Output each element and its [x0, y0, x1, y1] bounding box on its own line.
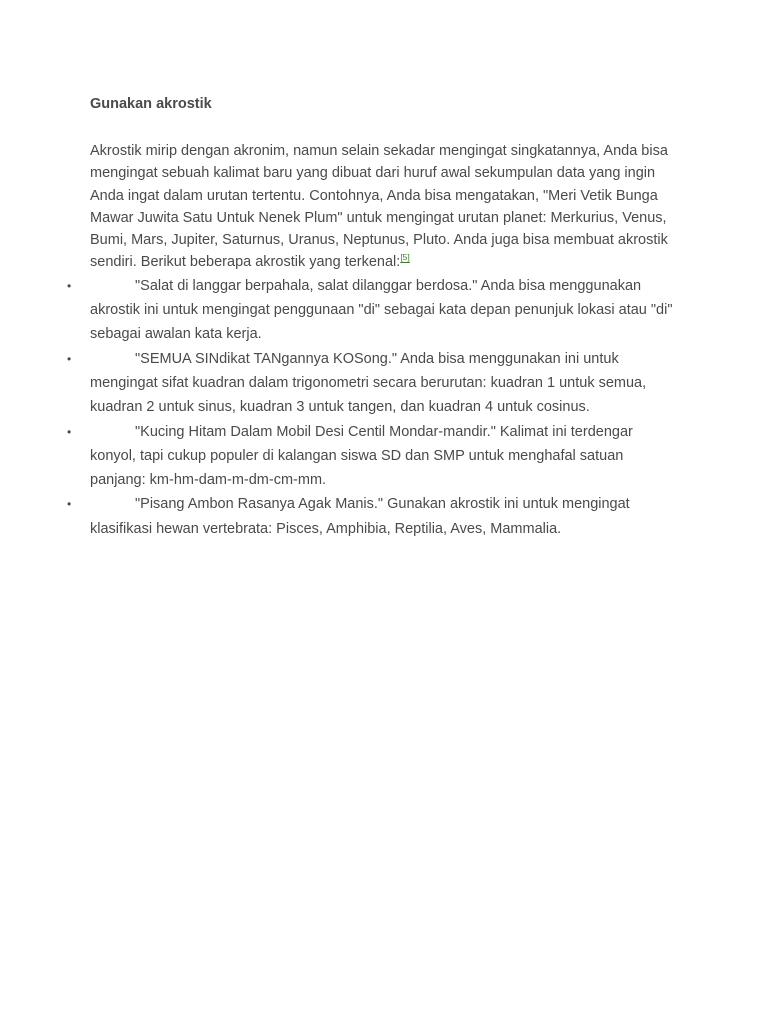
list-item — [67, 492, 680, 541]
bullet-icon: • — [67, 351, 72, 366]
intro-paragraph — [90, 140, 680, 274]
list-item-text: "SEMUA SINdikat TANgannya KOSong." Anda bisa menggunakan ini untuk mengingat sifat kuadran dalam trigonometri secara berurutan: kuadran 1 untuk semua, kuadran 2 untuk sinus, kuadran 3 untuk tangen, dan kuadran 4 untuk cosinus. — [90, 350, 647, 416]
reference-link[interactable]: [5] — [400, 252, 410, 263]
list-item — [67, 420, 680, 493]
list-item — [67, 347, 680, 420]
acrostic-list — [67, 274, 680, 541]
bullet-icon: • — [67, 278, 72, 293]
list-item — [67, 274, 680, 347]
intro-text: Akrostik mirip dengan akronim, namun selain sekadar mengingat singkatannya, Anda bisa mengingat sebuah kalimat baru yang dibuat dari huruf awal sekumpulan data yang ingin Anda ingat dalam urutan tertentu. Contohnya, Anda bisa mengatakan, "Meri Vetik Bunga Mawar Juwita Satu Untuk Nenek Plum" untuk mengingat urutan planet: Merkurius, Venus, Bumi, Mars, Jupiter, Saturnus, Uranus, Neptunus, Pluto. Anda juga bisa membuat akrostik sendiri. Berikut beberapa akrostik yang terkenal: — [90, 143, 668, 271]
list-item-text: "Pisang Ambon Rasanya Agak Manis." Gunakan akrostik ini untuk mengingat klasifikasi hewan vertebrata: Pisces, Amphibia, Reptilia, Aves, Mammalia. — [90, 496, 630, 537]
bullet-icon: • — [67, 424, 72, 439]
bullet-icon: • — [67, 497, 72, 512]
document-body — [67, 94, 680, 541]
section-heading: Gunakan akrostik — [90, 96, 212, 112]
list-item-text: "Salat di langgar berpahala, salat dilanggar berdosa." Anda bisa menggunakan akrostik ini untuk mengingat penggunaan "di" sebagai kata depan penunjuk lokasi atau "di" sebagai awalan kata kerja. — [90, 277, 673, 343]
list-item-text: "Kucing Hitam Dalam Mobil Desi Centil Mondar-mandir." Kalimat ini terdengar konyol, tapi cukup populer di kalangan siswa SD dan SMP untuk menghafal satuan panjang: km-hm-dam-m-dm-cm-mm. — [90, 423, 633, 489]
